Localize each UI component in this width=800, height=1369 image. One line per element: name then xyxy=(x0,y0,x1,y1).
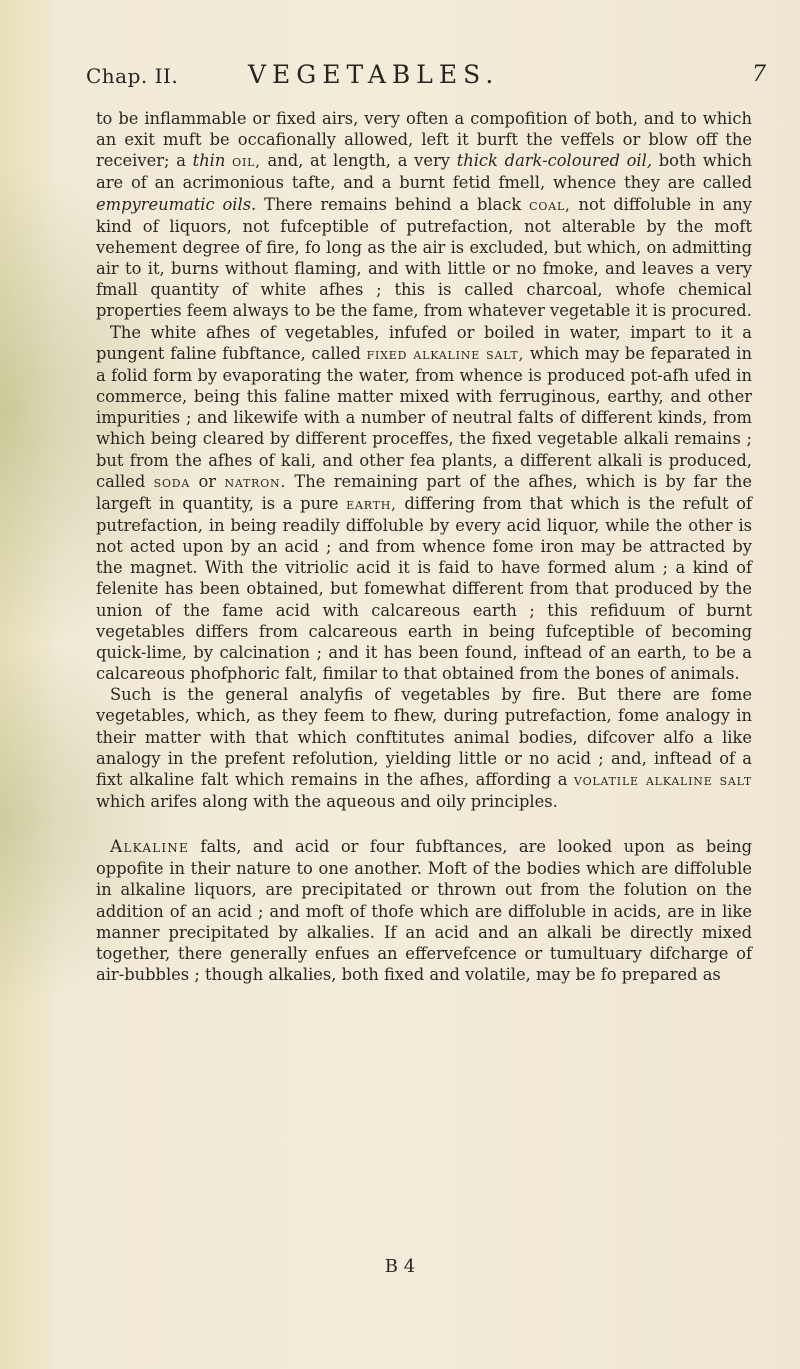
page-body xyxy=(96,108,752,985)
running-title: VEGETABLES. xyxy=(248,60,500,89)
text-run: which arifes along with the aqueous and oily principles. xyxy=(96,792,558,811)
text-run: falts, and acid or four fubftances, are looked upon as being oppofite in their nature to one another. Moft of the bodies which are diffoluble in alkaline liquors, are precipitated or thrown out from the folution on the addition of an acid ; and moft of thofe which are diffoluble in acids, are in like manner precipitated by alkalies. If an acid and an alkali be directly mixed together, there generally enfues an effervefcence or tumultuary difcharge of air-bubbles ; though alkalies, both fixed and volatile, may be fo prepared as xyxy=(96,837,752,985)
text-run: and, at length, a very xyxy=(260,151,457,171)
italic-term: thick dark-coloured oil, xyxy=(456,151,653,171)
paragraph-1 xyxy=(96,108,752,322)
small-caps-term: soda xyxy=(153,472,191,491)
small-caps-term: fixed alkaline salt, xyxy=(366,344,525,363)
small-caps-term: volatile alkaline salt xyxy=(574,770,753,789)
text-run: to be inflammable or fixed airs, very often a compofition of both, and to which an exit muft be occafionally allowed, left it burft the veffels or blow off the receiver; a xyxy=(96,109,752,171)
small-caps-term: oil, xyxy=(232,152,261,171)
paragraph-3 xyxy=(96,684,752,812)
paragraph-4 xyxy=(96,836,752,985)
small-caps-term: earth, xyxy=(346,494,397,513)
italic-term: empyreumatic oils. xyxy=(96,194,257,214)
text-run: There remains behind a black xyxy=(256,194,530,214)
small-caps-lead: Alkaline xyxy=(110,837,189,858)
text-run: or xyxy=(190,471,225,491)
signature-mark: B 4 xyxy=(384,1256,416,1277)
text-run: both which are of an acrimonious tafte, and a burnt fetid fmell, whence they are called xyxy=(96,151,752,193)
text-run: not diffoluble in any kind of liquors, not fufceptible of putrefaction, not alterable by the moft vehement degree of fire, fo long as the air is excluded, but which, on admitting air to it, burns without flaming, and with little or no fmoke, and leaves a very fmall quantity of white afhes ; this is called charcoal, whofe chemical properties feem always to be the fame, from whatever vegetable it is procured. xyxy=(96,194,752,321)
paragraph-2 xyxy=(96,322,752,685)
running-header xyxy=(86,56,766,96)
page-number: 7 xyxy=(752,62,766,87)
text-run: which may be feparated in a folid form by evaporating the water, from whence is produced pot-afh ufed in commerce, being this faline matter mixed with ferruginous, earthy, and other impurities ; and likewife with a number of neutral falts of different kinds, from which being cleared by different proceffes, the fixed vegetable alkali remains ; but from the afhes of kali, and other fea plants, a different alkali is produced, called xyxy=(96,343,752,491)
text-run: The remaining part of the afhes, which is by far the largeft in quantity, is a pure xyxy=(96,471,752,513)
italic-term: thin xyxy=(192,151,226,171)
small-caps-term: coal, xyxy=(529,195,571,214)
text-run: differing from that which is the refult of putrefaction, in being readily diffoluble by every acid liquor, while the other is not acted upon by an acid ; and from whence fome iron may be attracted by the magnet. With the vitriolic acid it is faid to have formed alum ; a kind of felenite has been obtained, but fomewhat different from that produced by the union of the fame acid with calcareous earth ; this refiduum of burnt vegetables differs from calcareous earth in being fufceptible of becoming quick-lime, by calcination ; and it has been found, inftead of an earth, to be a calcareous phofphoric falt, fimilar to that obtained from the bones of animals. xyxy=(96,493,752,684)
small-caps-term: natron. xyxy=(224,472,287,491)
text-run: Such is the general analyfis of vegetables by fire. But there are fome vegetables, which, as they feem to fhew, during putrefaction, fome analogy in their matter with that which conftitutes animal bodies, difcover alfo a like analogy in the prefent refolution, yielding little or no acid ; and, inftead of a fixt alkaline falt which remains in the afhes, affording a xyxy=(96,685,752,789)
chapter-label: Chap. II. xyxy=(86,64,179,88)
text-run: The white afhes of vegetables, infufed or boiled in water, impart to it a pungent faline fubftance, called xyxy=(96,322,752,363)
